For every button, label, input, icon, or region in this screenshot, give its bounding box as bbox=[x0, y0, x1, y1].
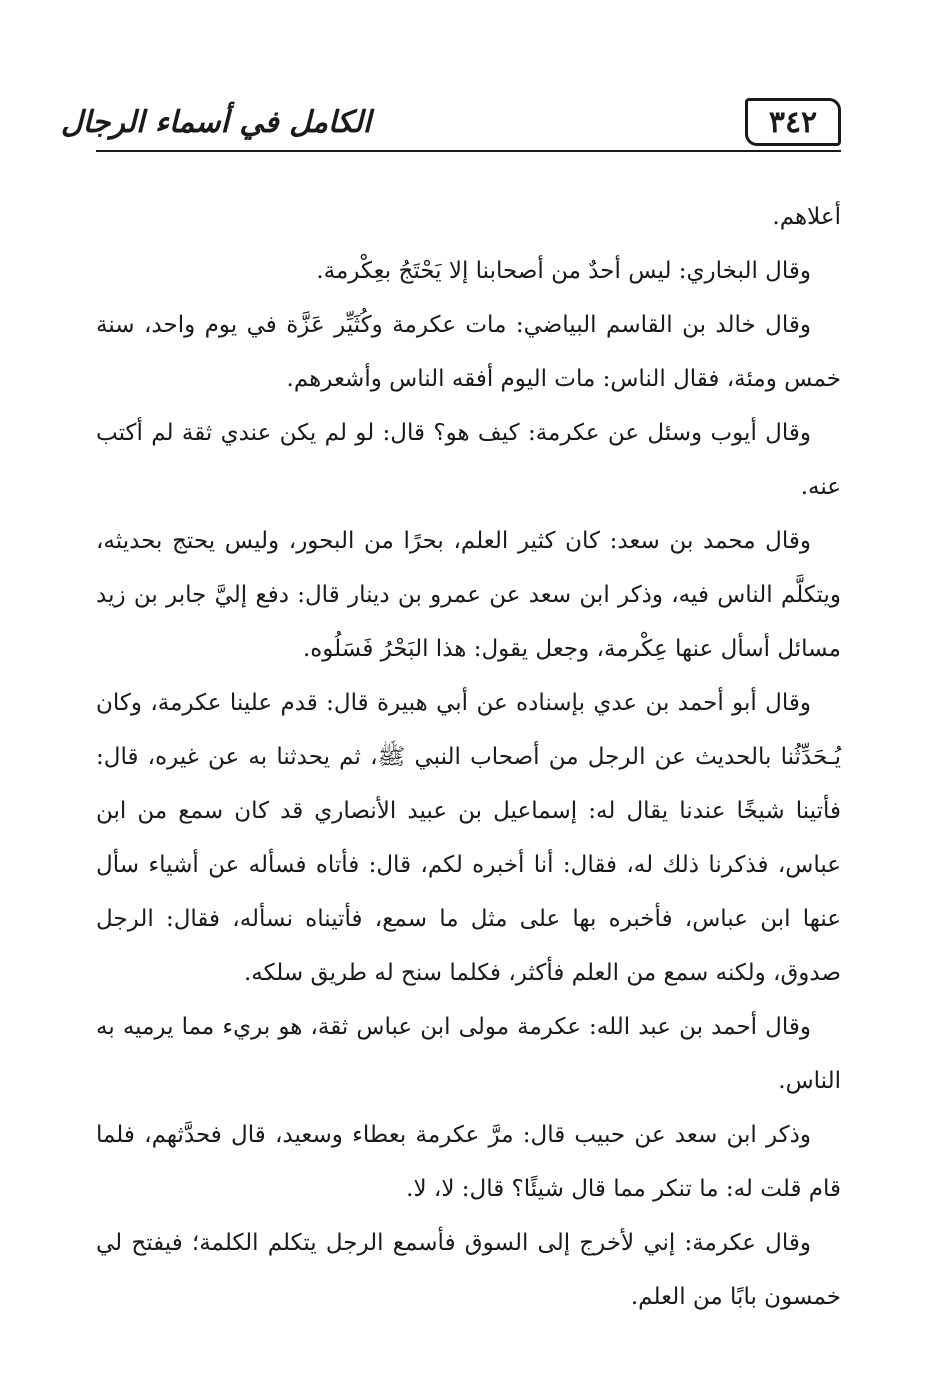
paragraph: أعلاهم. bbox=[772, 204, 841, 230]
paragraph: وقال خالد بن القاسم البياضي: مات عكرمة وكُثَيِّر عَزَّة في يوم واحد، سنة خمس ومئة، فقال الناس: مات اليوم أفقه الناس وأشعرهم. bbox=[96, 312, 841, 392]
paragraph: وقال أيوب وسئل عن عكرمة: كيف هو؟ قال: لو لم يكن عندي ثقة لم أكتب عنه. bbox=[96, 420, 841, 500]
paragraph: وقال عكرمة: إني لأخرج إلى السوق فأسمع الرجل يتكلم الكلمة؛ فيفتح لي خمسون بابًا من العلم. bbox=[96, 1230, 841, 1310]
page-body bbox=[96, 190, 841, 1324]
paragraph: وقال أحمد بن عبد الله: عكرمة مولى ابن عباس ثقة، هو بريء مما يرميه به الناس. bbox=[96, 1014, 841, 1094]
page-header bbox=[60, 98, 841, 156]
paragraph: وقال أبو أحمد بن عدي بإسناده عن أبي هبيرة قال: قدم علينا عكرمة، وكان يُـحَدِّثُنا بالحديث عن الرجل من أصحاب النبي ﷺ، ثم يحدثنا به عن غيره، قال: فأتينا شيخًا عندنا يقال له: إسماعيل بن عبيد الأنصاري قد كان سمع من ابن عباس، فذكرنا ذلك له، فقال: أنا أخبره لكم، قال: فأتاه فسأله عن أشياء سأل عنها ابن عباس، فأخبره بها على مثل ما سمع، فأتيناه نسأله، فقال: الرجل صدوق، ولكنه سمع من العلم فأكثر، فكلما سنح له طريق سلكه. bbox=[96, 690, 841, 986]
paragraph: وقال محمد بن سعد: كان كثير العلم، بحرًا من البحور، وليس يحتج بحديثه، ويتكلَّم الناس فيه، وذكر ابن سعد عن عمرو بن دينار قال: دفع إليَّ جابر بن زيد مسائل أسأل عنها عِكْرمة، وجعل يقول: هذا البَحْرُ فَسَلُوه. bbox=[96, 528, 841, 662]
paragraph: وقال البخاري: ليس أحدٌ من أصحابنا إلا يَحْتَجُ بعِكْرمة. bbox=[316, 258, 811, 284]
page-number: ٣٤٢ bbox=[745, 98, 841, 146]
header-divider bbox=[96, 150, 841, 152]
book-title: الكامل في أسماء الرجال bbox=[60, 104, 372, 140]
paragraph: وذكر ابن سعد عن حبيب قال: مرَّ عكرمة بعطاء وسعيد، قال فحدَّثهم، فلما قام قلت له: ما تنكر مما قال شيئًا؟ قال: لا، لا. bbox=[96, 1122, 841, 1202]
